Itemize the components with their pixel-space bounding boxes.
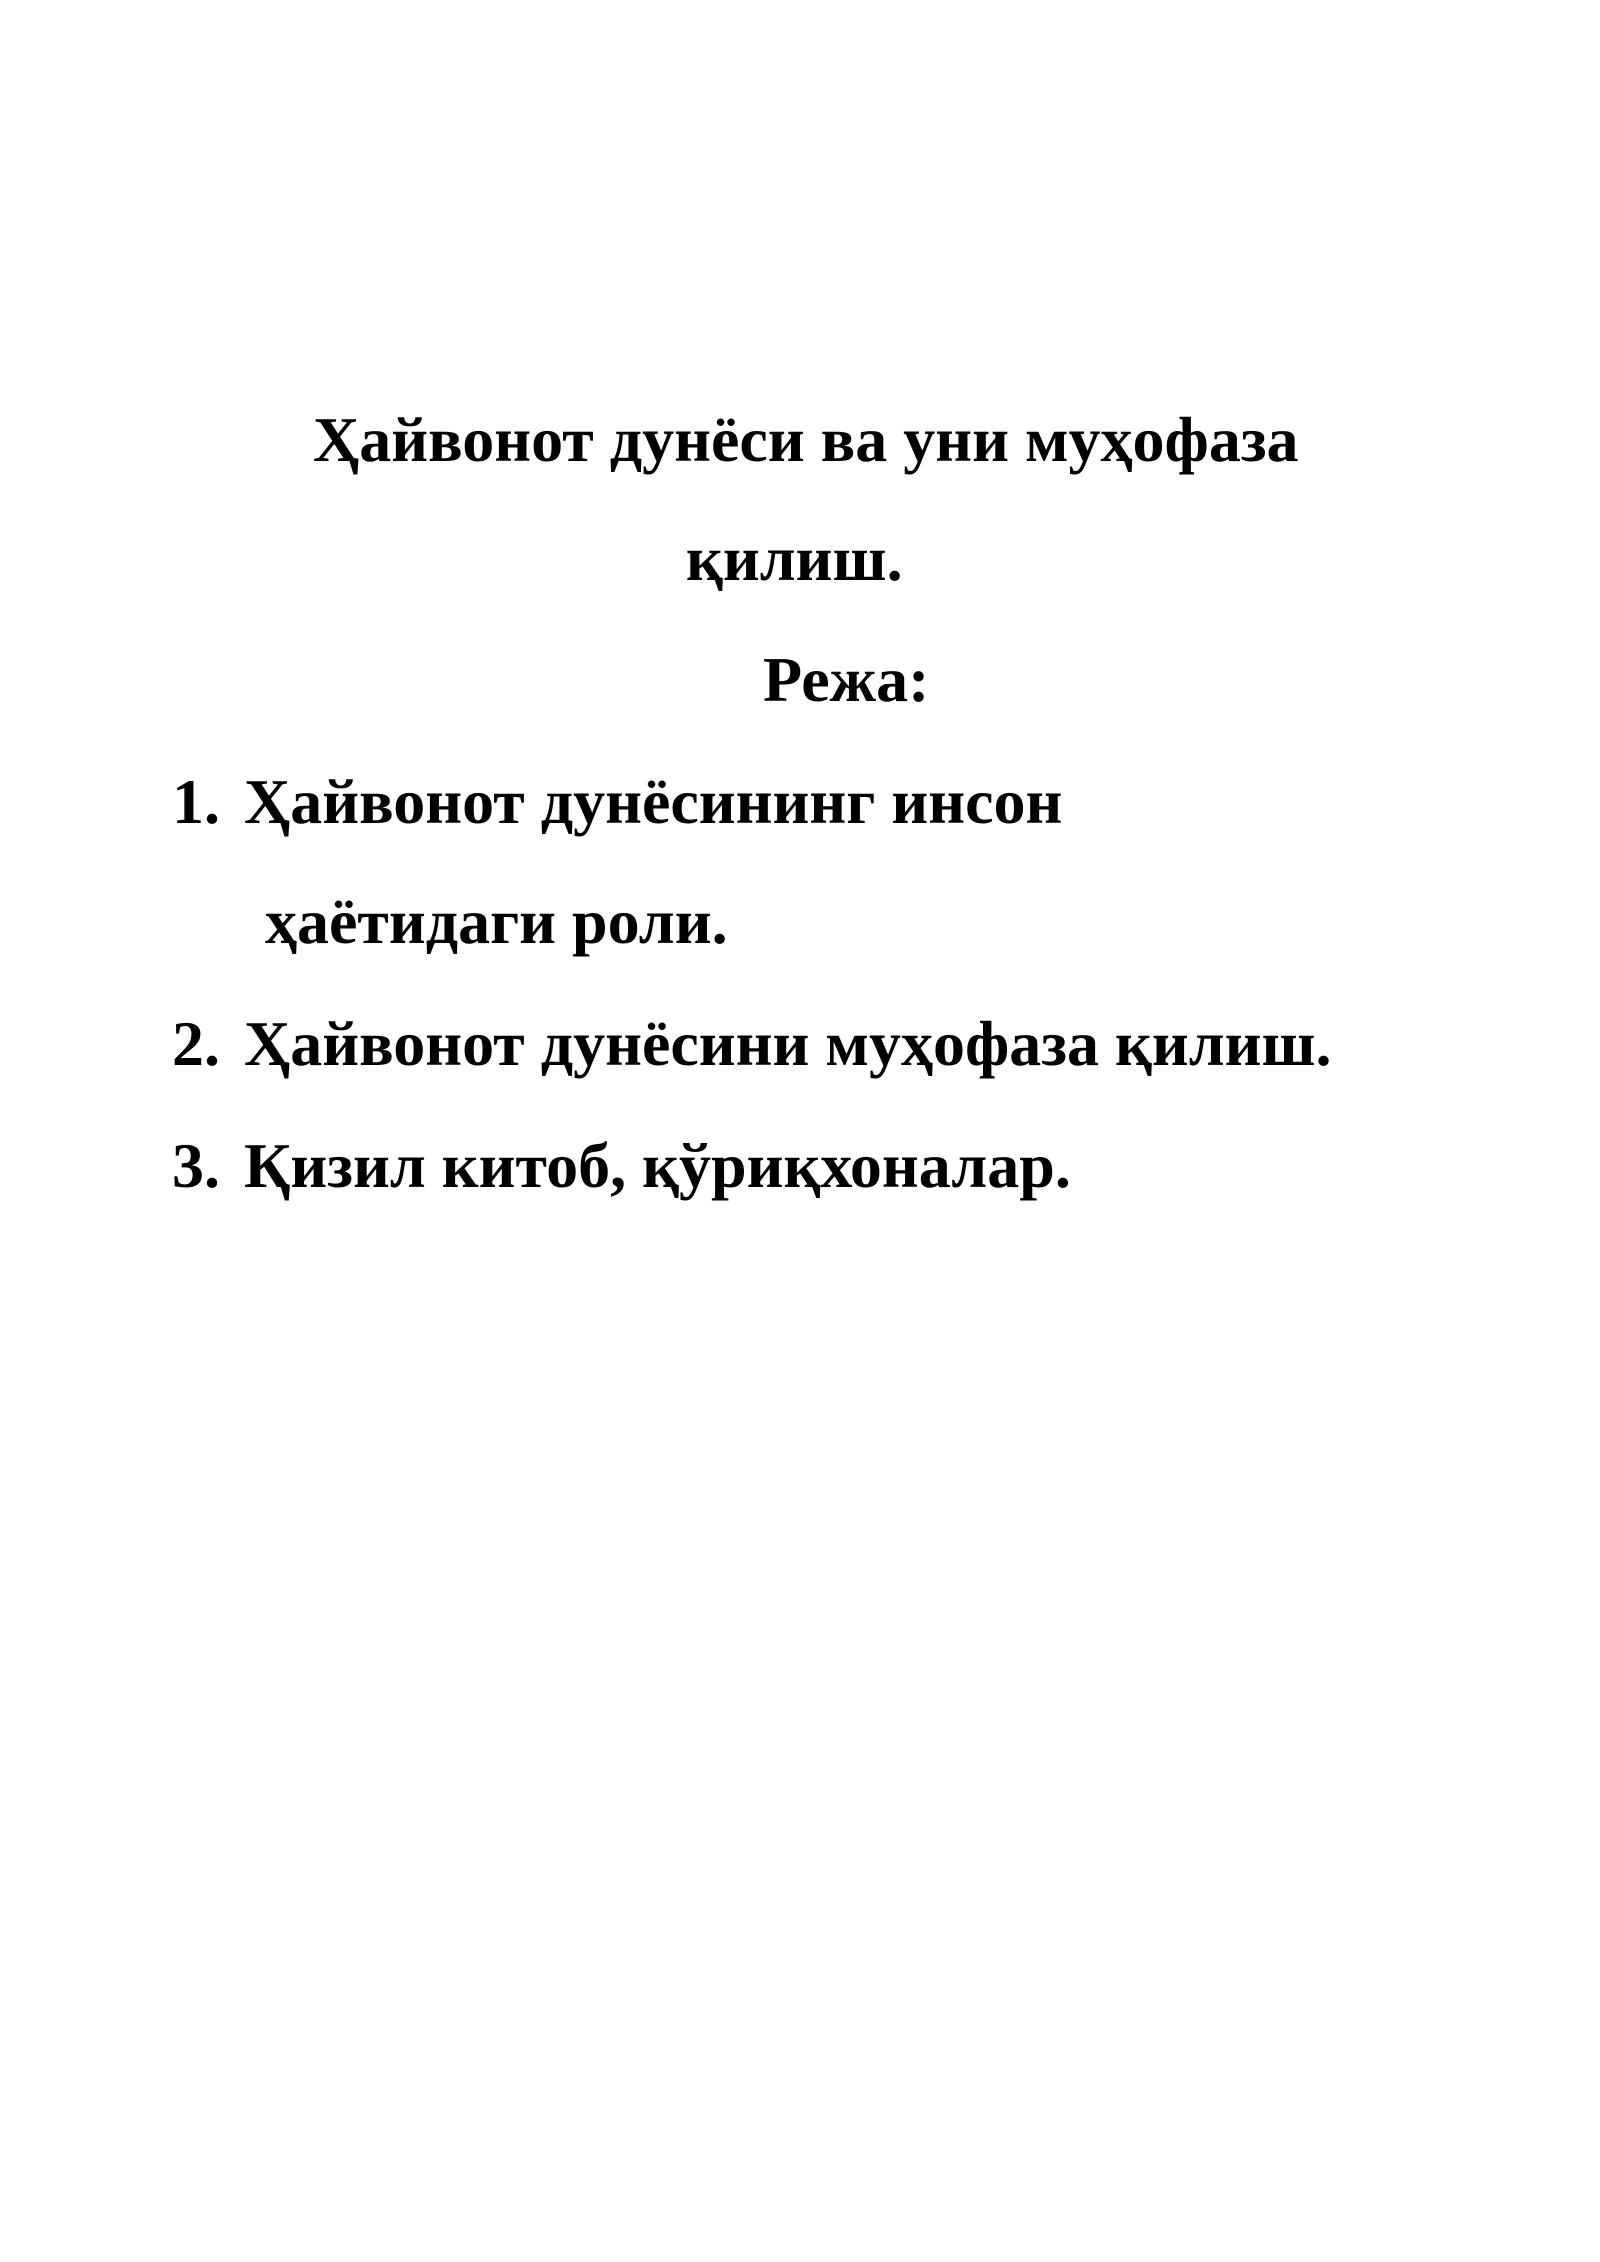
list-item-1-continuation: ҳаётидаги роли.	[265, 886, 728, 957]
list-item-text: Ҳайвонот дунёсини муҳофаза қилиш.	[244, 1008, 1332, 1079]
list-item-number: 1.	[172, 766, 220, 837]
list-item-1	[172, 766, 1063, 837]
list-item-2	[172, 1008, 1332, 1079]
list-item-number: 3.	[172, 1130, 220, 1201]
plan-heading: Режа:	[763, 644, 930, 715]
title-line-2: қилиш.	[686, 523, 903, 594]
title-line-1: Ҳайвонот дунёси ва уни муҳофаза	[313, 404, 1299, 475]
list-item-text: Ҳайвонот дунёсининг инсон	[244, 766, 1063, 837]
list-item-text: Қизил китоб, қўриқхоналар.	[244, 1130, 1071, 1201]
list-item-number: 2.	[172, 1008, 220, 1079]
list-item-3	[172, 1130, 1071, 1201]
